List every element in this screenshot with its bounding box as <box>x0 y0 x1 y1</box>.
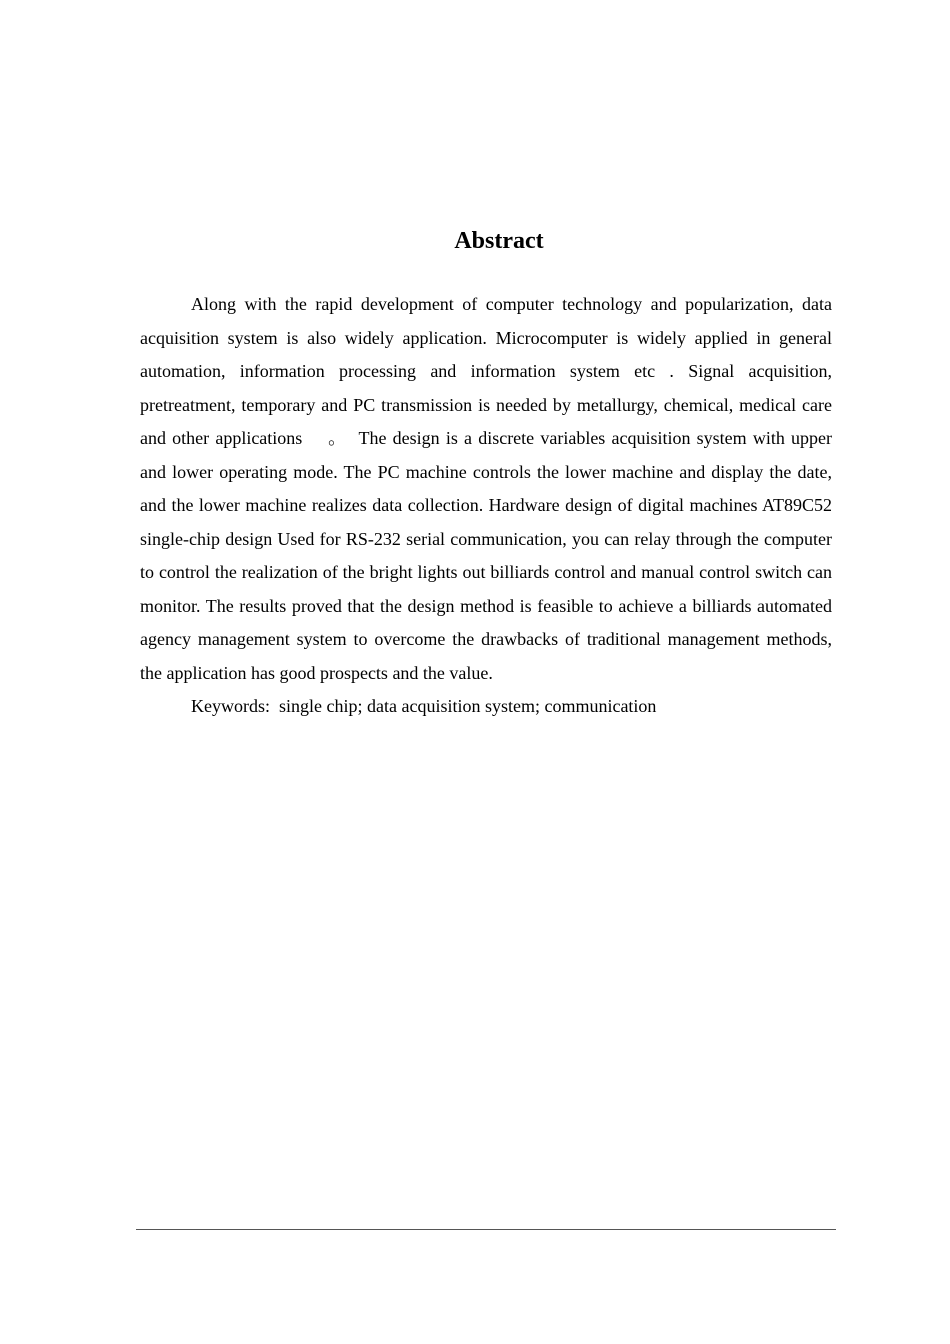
keywords-label: Keywords: <box>191 696 270 716</box>
keywords-line <box>140 690 832 724</box>
abstract-body <box>140 288 832 724</box>
footer-divider <box>136 1229 836 1230</box>
abstract-paragraph: Along with the rapid development of computer technology and popularization, data acquisition system is also widely application. Microcomputer is widely applied in general automation, information processing and information system etc . Signal acquisition, pretreatment, temporary and PC transmission is needed by metallurgy, chemical, medical care and other applications 。 The design is a discrete variables acquisition system with upper and lower operating mode. The PC machine controls the lower machine and display the date, and the lower machine realizes data collection. Hardware design of digital machines AT89C52 single-chip design Used for RS-232 serial communication, you can relay through the computer to control the realization of the bright lights out billiards control and manual control switch can monitor. The results proved that the design method is feasible to achieve a billiards automated agency management system to overcome the drawbacks of traditional management methods, the application has good prospects and the value. <box>140 294 832 683</box>
keywords-value: single chip; data acquisition system; communication <box>279 696 657 716</box>
abstract-title: Abstract <box>454 228 544 254</box>
